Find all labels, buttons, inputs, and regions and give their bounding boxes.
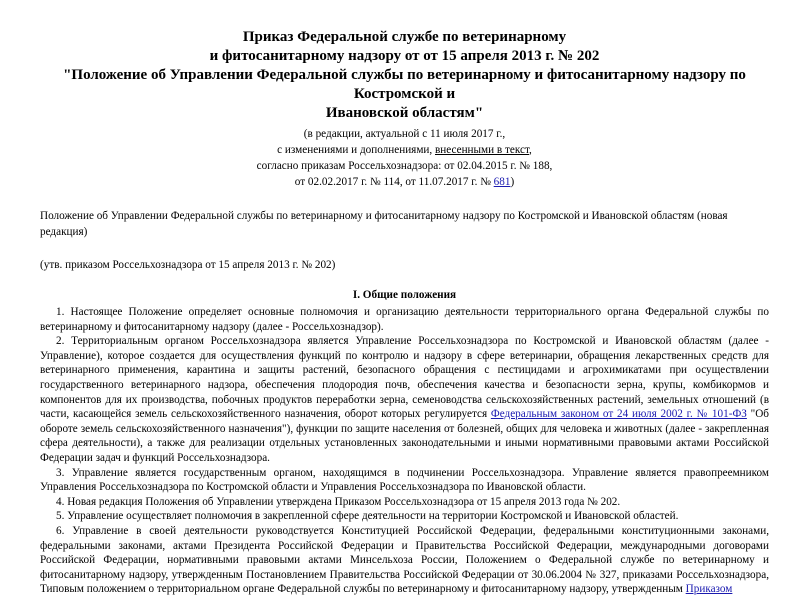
edition-underlined-text: внесенными в текст	[434, 144, 530, 156]
edition-line-1: (в редакции, актуальной с 11 июля 2017 г.,	[303, 128, 506, 140]
edition-line-4-pre: от 02.02.2017 г. № 114, от 11.07.2017 г. №	[294, 176, 494, 188]
order-681-link[interactable]: 681	[493, 176, 511, 188]
title-line-2: и фитосанитарному надзору от от 15 апреля 2013 г. № 202	[209, 48, 600, 64]
edition-line-2	[40, 142, 769, 158]
paragraph-2	[40, 334, 769, 465]
edition-line-3: согласно приказам Россельхознадзора: от 02.04.2015 г. № 188,	[256, 160, 553, 172]
paragraph-2-text-start: 2. Территориальным органом Россельхознадзора является Управление Россельхознадзора по Костромской и Ивановской областям (далее - Управление), которое создается для осуществления функций по контролю и надзору в сфере ветеринарии, обращения лекарственных средств для ветеринарного применения, карантина и защиты растений, безопасного обращения с пестицидами и агрохимикатами при осуществлении государственного ветеринарного надзора, обеспечения плодородия почв, обеспечения качества и безопасности зерна, крупы, комбикормов и компонентов для их производства, побочных продуктов переработки зерна, семеноводства сельскохозяйственных растений, земельных отношений (в части, касающейся земель сельскохозяйственного назначения, оборот которых регулируется	[40, 335, 769, 421]
edition-line-2-pre: с изменениями и дополнениями,	[277, 144, 435, 156]
approved-by: (утв. приказом Россельхознадзора от 15 апреля 2013 г. № 202)	[40, 259, 336, 271]
edition-line-2-post: ,	[529, 144, 532, 156]
order-link[interactable]: Приказом	[685, 583, 733, 596]
paragraph-6	[40, 524, 769, 597]
title-line-3: "Положение об Управлении Федеральной службы по ветеринарному и фитосанитарному надзору по Костромской и	[63, 67, 746, 102]
paragraph-5: 5. Управление осуществляет полномочия в закрепленной сфере деятельности на территории Костромской и Ивановской областей.	[56, 510, 679, 523]
title-line-4: Ивановской областям"	[325, 105, 484, 121]
paragraph-2-text-end: "Об обороте земель сельскохозяйственного назначения"), функции по защите населения от болезней, общих для человека и животных (далее - закрепленная сфера деятельности), а также для реализации отдельных установленных законодательными и иными нормативными правовыми актами Российской Федерации задач и функций Россельхознадзора.	[40, 408, 769, 464]
paragraph-6-text: 6. Управление в своей деятельности руководствуется Конституцией Российской Федерации, федеральными конституционными законами, федеральными законами, актами Президента Российской Федерации и Правительства Российской Федерации, международными договорами Российской Федерации, нормативными правовыми актами Минсельхоза России, Положением о Федеральной службе по ветеринарному и фитосанитарному надзору, утвержденным Постановлением Правительства Российской Федерации от 30.06.2004 № 327, приказами Россельхознадзора, Типовым положением о территориальном органе Федеральной службы по ветеринарному и фитосанитарному надзору, утвержденным	[40, 524, 769, 596]
paragraph-3: 3. Управление является государственным органом, находящимся в подчинении Россельхознадзора. Управление является правопреемником Управления Россельхознадзора по Костромской области и Управления Россельхознадзора по Ивановской области.	[40, 466, 769, 494]
edition-line-4-post: )	[510, 176, 515, 188]
document-title	[40, 28, 769, 123]
federal-law-101-fz-link[interactable]: Федеральным законом от 24 июля 2002 г. № 101-ФЗ	[490, 408, 747, 421]
section-heading: I. Общие положения	[352, 289, 457, 301]
paragraph-4: 4. Новая редакция Положения об Управлении утверждена Приказом Россельхознадзора от 15 апреля 2013 года № 202.	[56, 495, 621, 508]
edition-info	[40, 126, 769, 190]
document-name: Положение об Управлении Федеральной службы по ветеринарному и фитосанитарному надзору по Костромской и Ивановской областям (новая редакция)	[40, 210, 728, 238]
paragraph-1: 1. Настоящее Положение определяет основные полномочия и организацию деятельности территориального органа Федеральной службы по ветеринарному и фитосанитарному надзору (далее - Россельхознадзор).	[40, 306, 769, 333]
title-line-1: Приказ Федеральной службе по ветеринарному	[242, 29, 567, 45]
edition-line-4	[40, 174, 769, 190]
